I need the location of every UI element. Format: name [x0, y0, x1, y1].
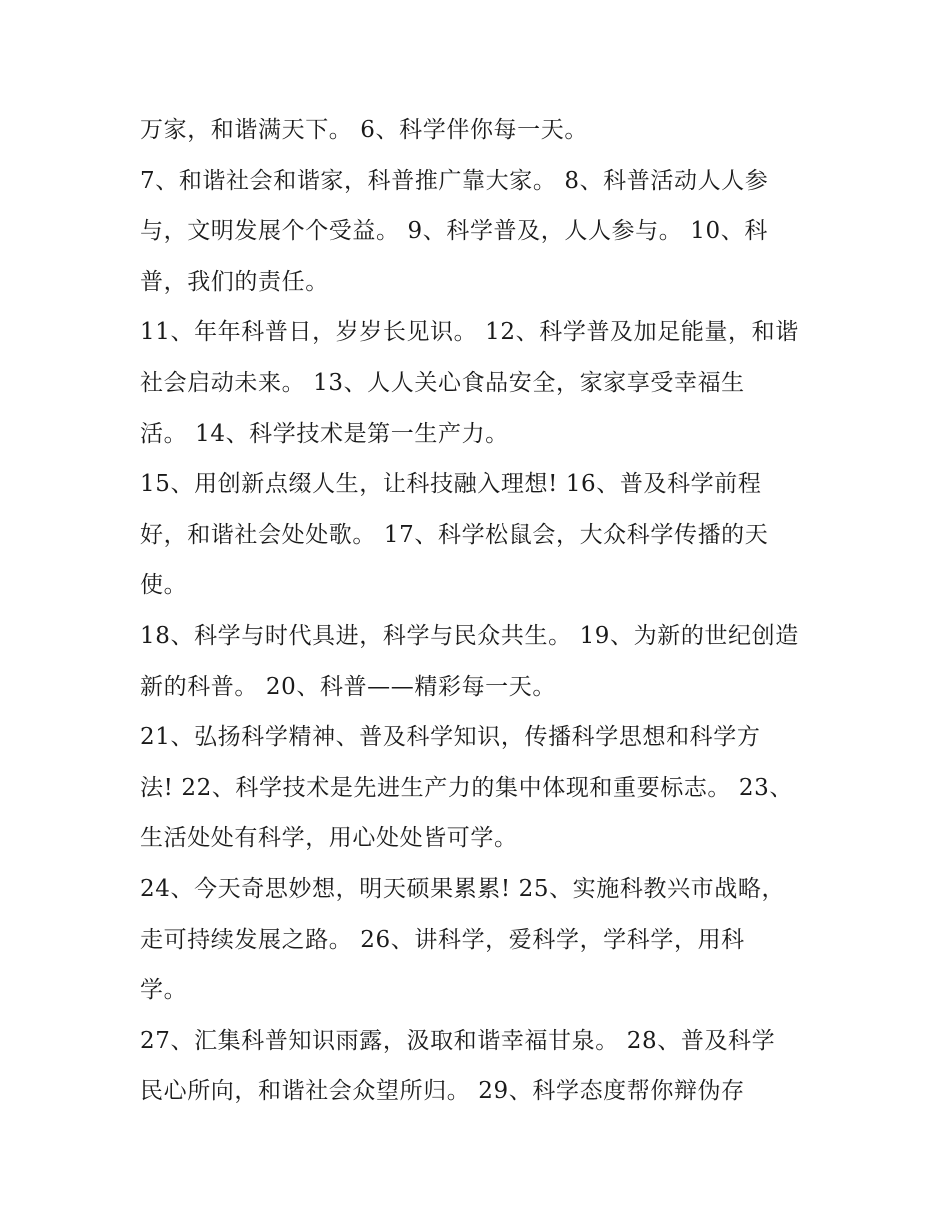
text-line: 使。: [140, 572, 188, 599]
text-line: 民心所向，和谐社会众望所归。 29、科学态度帮你辩伪存: [140, 1078, 745, 1105]
text-line: 生活处处有科学，用心处处皆可学。: [140, 825, 518, 852]
text-line: 社会启动未来。 13、人人关心食品安全，家家享受幸福生: [140, 369, 745, 396]
text-line: 走可持续发展之路。 26、讲科学，爱科学，学科学，用科: [140, 926, 745, 953]
text-line: 15、用创新点缀人生，让科技融入理想! 16、普及科学前程: [140, 471, 762, 498]
text-line: 万家，和谐满天下。 6、科学伴你每一天。: [140, 117, 588, 143]
text-line: 活。 14、科学技术是第一生产力。: [140, 420, 509, 447]
text-line: 新的科普。 20、科普——精彩每一天。: [140, 673, 556, 700]
text-line: 普，我们的责任。: [140, 268, 329, 295]
text-line: 11、年年科普日，岁岁长见识。 12、科学普及加足能量，和谐: [140, 319, 799, 346]
text-line: 27、汇集科普知识雨露，汲取和谐幸福甘泉。 28、普及科学: [140, 1027, 776, 1054]
text-line: 18、科学与时代具进，科学与民众共生。 19、为新的世纪创造: [140, 622, 799, 649]
document-body: [140, 105, 815, 1117]
text-line: 好，和谐社会处处歌。 17、科学松鼠会，大众科学传播的天: [140, 521, 769, 548]
text-line: 学。: [140, 977, 188, 1004]
text-line: 21、弘扬科学精神、普及科学知识，传播科学思想和科学方: [140, 724, 761, 751]
text-line: 法! 22、科学技术是先进生产力的集中体现和重要标志。 23、: [140, 774, 793, 801]
text-line: 7、和谐社会和谐家，科普推广靠大家。 8、科普活动人人参: [140, 167, 769, 194]
text-line: 与，文明发展个个受益。 9、科学普及，人人参与。 10、科: [140, 218, 768, 245]
text-line: 24、今天奇思妙想，明天硕果累累! 25、实施科教兴市战略，: [140, 875, 786, 902]
